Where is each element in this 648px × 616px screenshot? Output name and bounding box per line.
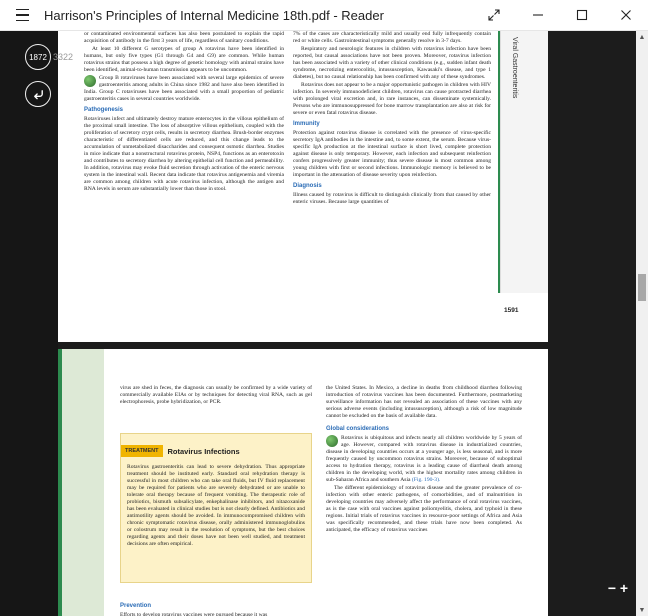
- total-pages: 3322: [53, 52, 74, 62]
- chapter-side-label: Viral Gastroenteritis: [511, 37, 518, 99]
- paragraph: Rotavirus does not appear to be a major opportunistic pathogen in children with HIV infection. In severely immunodeficient children, rotavirus can cause protracted diarrhea with prolonged viral excretion and, in rare instances, can disseminate systemically. Persons who are immunosuppressed for bone marrow transplantation are also at risk for severe or even fatal rotavirus disease.: [293, 82, 491, 116]
- scroll-up-icon[interactable]: ▲: [638, 33, 646, 41]
- back-arrow-icon[interactable]: [25, 81, 51, 107]
- pearl-icon: [326, 435, 338, 447]
- treatment-tag: TREATMENT: [121, 445, 163, 457]
- paragraph: the United States. In Mexico, a decline in deaths from childhood diarrhea following introduction of rotavirus vaccines has been documented. Furthermore, postmarketing surveillance information has not revealed an association of these vaccines with any serious adverse events (including intussusception), although a risk of low magnitude cannot be excluded on the basis of available data.: [326, 385, 522, 419]
- paragraph: Protection against rotavirus disease is correlated with the presence of virus-specific secretory IgA antibodies in the intestine and, to some extent, the serum. Because virus-specific IgA production at the intestinal surface is short lived, complete protection against disease is only temporary. However, each infection and subsequent reinfection confers progressively greater immunity; thus severe disease is most common among young children with first or second infections. Immunologic memory is believed to be important in the attenuation of disease severity upon reinfection.: [293, 130, 491, 178]
- paragraph: 7% of the cases are characteristically mild and usually end fully infrequently contain red or white cells. Gastrointestinal symptoms generally resolve in 3-7 days.: [293, 31, 491, 44]
- paragraph: virus are shed in feces, the diagnosis can usually be confirmed by a wide variety of commercially available EIAs or by techniques for detecting viral RNA, such as gel electrophoresis, probe hybridization, or PCR.: [120, 385, 312, 405]
- treatment-header: [121, 444, 311, 458]
- pearl-icon: [84, 75, 96, 87]
- figure-link[interactable]: (Fig. 190-3).: [411, 477, 441, 483]
- paragraph-with-pearl: Group B rotaviruses have been associated with several large epidemics of severe gastroenteritis among adults in China since 1982 and have also been identified in India. Group C rotaviruses have been associated with a small proportion of pediatric gastroenteritis cases in several countries worldwide.: [84, 75, 284, 102]
- treatment-text: Rotavirus gastroenteritis can lead to severe dehydration. Thus appropriate treatment should be instituted early. Standard oral rehydration therapy is successful in most children who can take oral fluids, but IV fluid replacement may be required for patients who are severely dehydrated or are unable to tolerate oral therapy because of frequent vomiting. The therapeutic role of probiotics, bismuth subsalicylate, enkephalinase inhibitors, and nitazoxanide has been evaluated in clinical studies but is not clearly defined. Antibiotics and antimotility agents should be avoided. In immunocompromised children with chronic symptomatic rotavirus disease, orally administered immunoglobulins or colostrum may result in the resolution of symptoms, but the best choices regarding agents and their doses have not been well studied, and treatment decisions are often empirical.: [127, 464, 305, 547]
- close-icon[interactable]: [604, 0, 648, 31]
- section-heading: Prevention: [120, 603, 152, 609]
- scroll-thumb[interactable]: [638, 274, 646, 301]
- section-heading: Global considerations: [326, 426, 390, 432]
- paragraph: The different epidemiology of rotavirus disease and the greater prevalence of co-infection with other enteric pathogens, of comorbidities, and of malnutrition in developing countries may adversely affect the performance of oral rotavirus vaccines, as is the case with oral vaccines against poliomyelitis, cholera, and typhoid in these regions. Initial trials of rotavirus vaccines in resource-poor settings of Africa and Asia was specifically recommended, and these trials have now been completed. As anticipated, the efficacy of rotavirus vaccines: [326, 485, 522, 533]
- paragraph: At least 10 different G serotypes of group A rotavirus have been identified in humans, but only five types (G1 through G4 and G9) are common. While human rotavirus strains that possess a high degree of genetic homology with animal strains have been identified, animal-to-human transmission appears to be uncommon.: [84, 46, 284, 73]
- section-heading: Diagnosis: [293, 183, 322, 189]
- paragraph: Respiratory and neurologic features in children with rotavirus infection have been reported, but causal associations have not been proven. Moreover, rotavirus infection has been associated with a variety of other clinical conditions (e.g., sudden infant death syndrome, necrotizing enterocolitis, intussusception, Kawasaki's disease, and type 1 diabetes), but no causal relationship has been confirmed with any of these syndromes.: [293, 46, 491, 80]
- margin-stripe: [58, 349, 62, 616]
- left-rail: [0, 31, 58, 616]
- zoom-out-button[interactable]: −: [607, 580, 617, 596]
- treatment-box: [120, 433, 312, 583]
- page2-left-top: [120, 385, 312, 429]
- section-heading: Pathogenesis: [84, 107, 124, 113]
- page2-right-column: [326, 385, 522, 616]
- paragraph: Efforts to develop rotavirus vaccines were pursued because it was: [120, 612, 268, 616]
- paragraph: Rotaviruses infect and ultimately destroy mature enterocytes in the villous epithelium of the proximal small intestine. The loss of absorptive villous epithelium, coupled with the proliferation of secretory crypt cells, results in secretory diarrhea. Brush-border enzymes characteristic of differentiated cells are reduced, and this change leads to the accumulation of unmetabolized disaccharides and consequent osmotic diarrhea. Studies in mice indicate that a nonstructural rotavirus protein, NSP4, functions as an enterotoxin and contributes to secretory diarrhea by altering epithelial cell function and permeability. In addition, rotavirus may evoke fluid secretion through activation of the enteric nervous system in the intestinal wall. Recent data indicate that rotavirus antigenemia and viremia are common among children with acute rotavirus infection, although the antigen and RNA levels in serum are substantially lower than those in stool.: [84, 116, 284, 192]
- treatment-title: Rotavirus Infections: [167, 446, 240, 456]
- pdf-page-next: [58, 349, 548, 616]
- margin-band: [58, 349, 104, 616]
- vertical-scrollbar[interactable]: [636, 31, 648, 616]
- maximize-icon[interactable]: [560, 0, 604, 31]
- scroll-down-icon[interactable]: ▼: [638, 606, 646, 614]
- minimize-icon[interactable]: [516, 0, 560, 31]
- section-heading: Immunity: [293, 121, 320, 127]
- paragraph-with-pearl: Rotavirus is ubiquitous and infects nearly all children worldwide by 5 years of age. However, compared with rotavirus disease in industrialized countries, disease in developing countries occurs at a younger age, is less seasonal, and is more frequently caused by uncommon rotavirus strains. Moreover, because of suboptimal access to hydration therapy, rotavirus is a leading cause of diarrheal death among children in the developing world, with the highest mortality rates among children in sub-Saharan Africa and southern Asia (Fig. 190-3).: [326, 435, 522, 483]
- page1-right-column: [293, 31, 491, 293]
- document-viewport[interactable]: [58, 31, 636, 616]
- pdf-page-1591: [58, 31, 548, 342]
- paragraph: or contaminated environmental surfaces has also been postulated to explain the rapid acquisition of antibody in the first 3 years of life, regardless of sanitary conditions.: [84, 31, 284, 44]
- window-title: Harrison's Principles of Internal Medicine 18th.pdf - Reader: [44, 7, 384, 23]
- page1-left-column: [84, 31, 284, 293]
- zoom-in-button[interactable]: +: [619, 580, 629, 596]
- page2-prevention: [120, 599, 312, 616]
- page-indicator[interactable]: 1872: [25, 44, 51, 70]
- hamburger-icon[interactable]: [0, 0, 44, 31]
- title-bar: [0, 0, 648, 31]
- page-number: 1591: [504, 307, 519, 314]
- paragraph: Illness caused by rotavirus is difficult to distinguish clinically from that caused by other enteric viruses. Because large quantities of: [293, 192, 491, 205]
- fullscreen-icon[interactable]: [472, 0, 516, 31]
